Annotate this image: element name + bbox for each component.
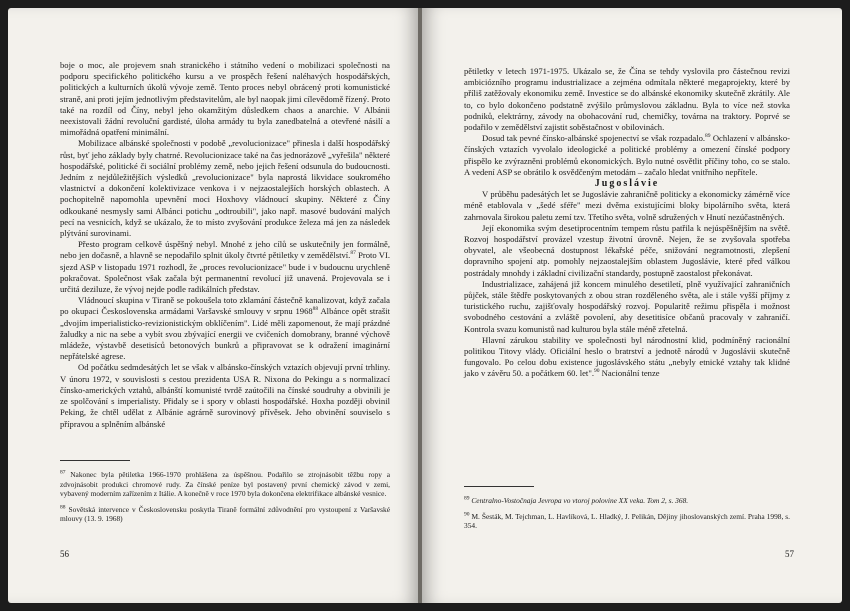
paragraph [60,295,390,362]
paragraph: pětiletky v letech 1971-1975. Ukázalo se, že Čína se tehdy vyslovila pro částečnou revizi ambiciózního programu industrializace a zejména odmítala některé megaprojekty, které by příliš zatěžovaly ekonomiku země. Investice se do albánské ekonomiky skutečně zkrátily. Ale to, co bylo dokončeno podstatně zvýšilo průmyslovou základnu. Byla to více než stovka podniků, elektrárny, závody na obohacování rud, chemičky, továrna na traktory. Poprvé se podařilo v zemědělství zajistit soběstačnost v obilovinách. [464,66,790,133]
section-heading: Jugoslávie [594,178,660,190]
paragraph: boje o moc, ale projevem snah stranického i státního vedení o mobilizaci společnosti na podporu specifického politického kursu a ve prospěch řešení naléhavých hospodářských, politických a kulturních úkolů vývoje země. Tento proces nebyl obrácený proti komunistické straně, ani proti jejím jednotlivým představitelům, ale byl naopak jimi cílevědomě řízený. Proto také na rozdíl od Číny, nebyl jeho okamžitým důsledkem chaos a anarchie. V Albánii neexistovali žádní revoluční gardisté, úloha armády tu byla zanedbatelná a otevřené násilí a mimořádná opatření minimální. [60,60,390,138]
footnote-text: Sovětská intervence v Československu poskytla Tiraně formální zdůvodnění pro vystoupení z Varšavské mlouvy (13. 9. 1968) [60,504,391,524]
footnote-ref[interactable]: 87 [350,250,356,257]
footnote-ref[interactable]: 89 [705,133,711,140]
paragraph [60,239,390,295]
paragraph [464,335,790,380]
footnote-number: 87 [60,469,66,476]
paragraph: Její ekonomika svým desetiprocentním tempem růstu patřila k nejúspěšnějším na světě. Rozvoj hospodářství provázel vzestup životní úrovně. Nejen, že se zvyšovala spotřeba obyvatel, ale všeobecná dostupnost lékařské péče, snižování negramotnosti, zlepšení dopravního spojení atp. pomohly nejzaostalejším oblastem Jugoslávie, které před válkou postrádaly mnohdy i základní civilizační standardy, postupně zaostalost překonávat. [464,222,790,278]
footnote-number: 88 [60,504,66,511]
paragraph: V průběhu padesátých let se Jugoslávie zahraničně politicky a ekonomicky zámérně více méně etablovala v „šedé sféře" mezi dvěma existujícími bloky bipolárního světa, která zahrnovala širokou paletu zemí tzv. Třetího světa, volně sdružených v Hnutí nezúčastněných. [464,189,790,222]
paragraph-text: Přesto program celkově úspěšný nebyl. Mnohé z jeho cílů se uskutečnily jen formálně, nebo jen dočasně, a hlavně se nepodařilo splnit úkoly čtvrté pětiletky v zemědělství. [60,239,390,261]
footnote [60,470,390,499]
paragraph-text: Nacionální tenze [599,368,660,379]
right-page [422,8,842,603]
footnote [60,505,390,524]
paragraph-text: Dosud tak pevné čínsko-albánské spojenectví se však rozpadalo. [482,133,706,144]
footnote-ref[interactable]: 88 [312,306,319,313]
left-body-text [60,60,390,430]
paragraph-text: Vládnoucí skupina v Tiraně se pokoušela toto zklamání částečně kanalizovat, když začala po okupaci Československa armádami Varšavské smlouvy v srpnu 1968 [60,295,390,317]
paragraph-text: Ochlazení v albánsko-čínských vztazích vyvolalo ideologické a politické problémy a omezení čínské podpory přispělo ke zvýrazněni problémů ekonomických. Bylo nutné osvětlit příčiny toho, co se stalo. A vedení ASP se obrátilo k osvědčeným metodám – začalo hledat vnitřního nepřítele. [464,133,790,177]
footnote [464,496,790,506]
book-spread [8,8,842,603]
paragraph-text: Albánce opět strašit „dvojím imperialisticko-revizionistickým obklíčením". Lidé měli zapomenout, že mají prázdné žaludky a nic na sebe a vybít svou zbývající energii ve cvičeních domobrany, branné výchově mládeže, výstavbě desetisíců betonových bunkrů a připravovat se k odražení imaginární nepřátelské agrese. [60,306,390,362]
paragraph-text: Hlavní zárukou stability ve společnosti byl národnostní klid, podmíněný racionální politikou Titovy vlády. Oficiální heslo o bratrství a jednotě národů v Jugoslávii skutečně fungovalo. Po celou dobu existence jugoslávského státu „nebyly etnické vztahy tak klidné jako v závěru 50. a počátkem 60. let". [464,334,790,379]
page-number: 56 [60,549,69,559]
footnote-number: 90 [464,511,470,518]
left-page [8,8,418,603]
paragraph: Mobilizace albánské společnosti v podobě „revolucionizace" přinesla i další hospodářský růst, byť jeho základy byly chatrné. Revolucionizace také na čas jednorázově „vyřešila" některé hospodářské, politické či sociální problémy země, nebo jejich řešení odsunula do budoucnosti. Jedním z nejdůležitějších výsledků „revolucionizace" byla naprostá likvidace soukromého vlastnictví a dokončení kolektivizace venkova i v nejzaostalejších horských oblastech. A pochopitelně napomohla upevnění moci Hoxhovy vládnoucí skupiny. Některé z Číny odkoukané nesmysly sami Albánci potichu „odtroubili", jako např. masové budování malých pecí na vesnicích, když se ukázalo, že to místo zvyšování produkce železa má jen za následek plýtvání surovinami. [60,138,390,239]
right-body-text [464,66,790,380]
footnote-text: Centralno-Vostočnaja Jevropa vo vtoroj polovine XX veka. Tom 2, s. 368. [471,496,689,505]
footnote [464,512,790,531]
paragraph: Od počátku sedmdesátých let se však v albánsko-čínských vztazích objevují první trhliny. V únoru 1972, v souvislosti s cestou prezidenta USA R. Nixona do Pekingu a s normalizací čínsko-amerických vztahů, albánští komunisté tvrdě zaútočili na čínské soudruhy a obvinili je ze spolčování s imperialisty. Přidaly se i spory v oblasti hospodářské. Hoxha později obvinil Peking, že chtěl udělat z Albánie agrárně surovinový přívěsek. Jeho obvinění souviselo s přípravou a splněním albánské [60,362,390,429]
left-footnotes [60,470,390,530]
paragraph: Industrializace, zahájená již koncem minulého desetiletí, plně využívající zahraničních půjček, stále štědře poskytovaných z obou stran rozděleného světa, ale i stále vyšší příjmy z turistického ruchu, zajišťovaly hospodářský rozvoj. Popularitě režimu přispěla i možnost svobodného cestování a zvláště povolení, aby desetitisíce občanů pracovaly v zahraničí. Kontrola svazu komunistů nad kulturou byla stále méně zřetelná. [464,278,790,334]
footnote-text: M. Šesták, M. Tejchman, L. Havlíková, L. Hladký, J. Pelikán, Dějiny jihoslovanských zemí. Praha 1998, s. 354. [464,511,791,531]
footnote-number: 89 [464,495,470,502]
footnote-text: Nakonec byla pětiletka 1966-1970 prohlášena za úspěšnou. Podařilo se ztrojnásobit těžbu ropy a zdvojnásobit produkci chromové rudy. Za čínské peníze byl postavený první chemický závod v zemi, vybavený moderním zařízením z Itálie. A konečně v roce 1970 byla dokončena elektrifikace albánské vesnice. [60,470,390,499]
page-number: 57 [785,549,794,559]
right-footnotes [464,496,790,537]
footnote-ref[interactable]: 90 [593,368,600,375]
paragraph [464,133,790,178]
footnote-divider [464,486,534,487]
footnote-divider [60,460,130,461]
paragraph-text: Proto VI. sjezd ASP v listopadu 1971 rozhodl, že „proces revolucionizace" bude i v budoucnu urychleně pokračovat. Společnost však začala být permanentní revolucí již unavená. Projevovala se i určitá deziluze, že vývoj nejde podle radikálních představ. [60,250,390,295]
